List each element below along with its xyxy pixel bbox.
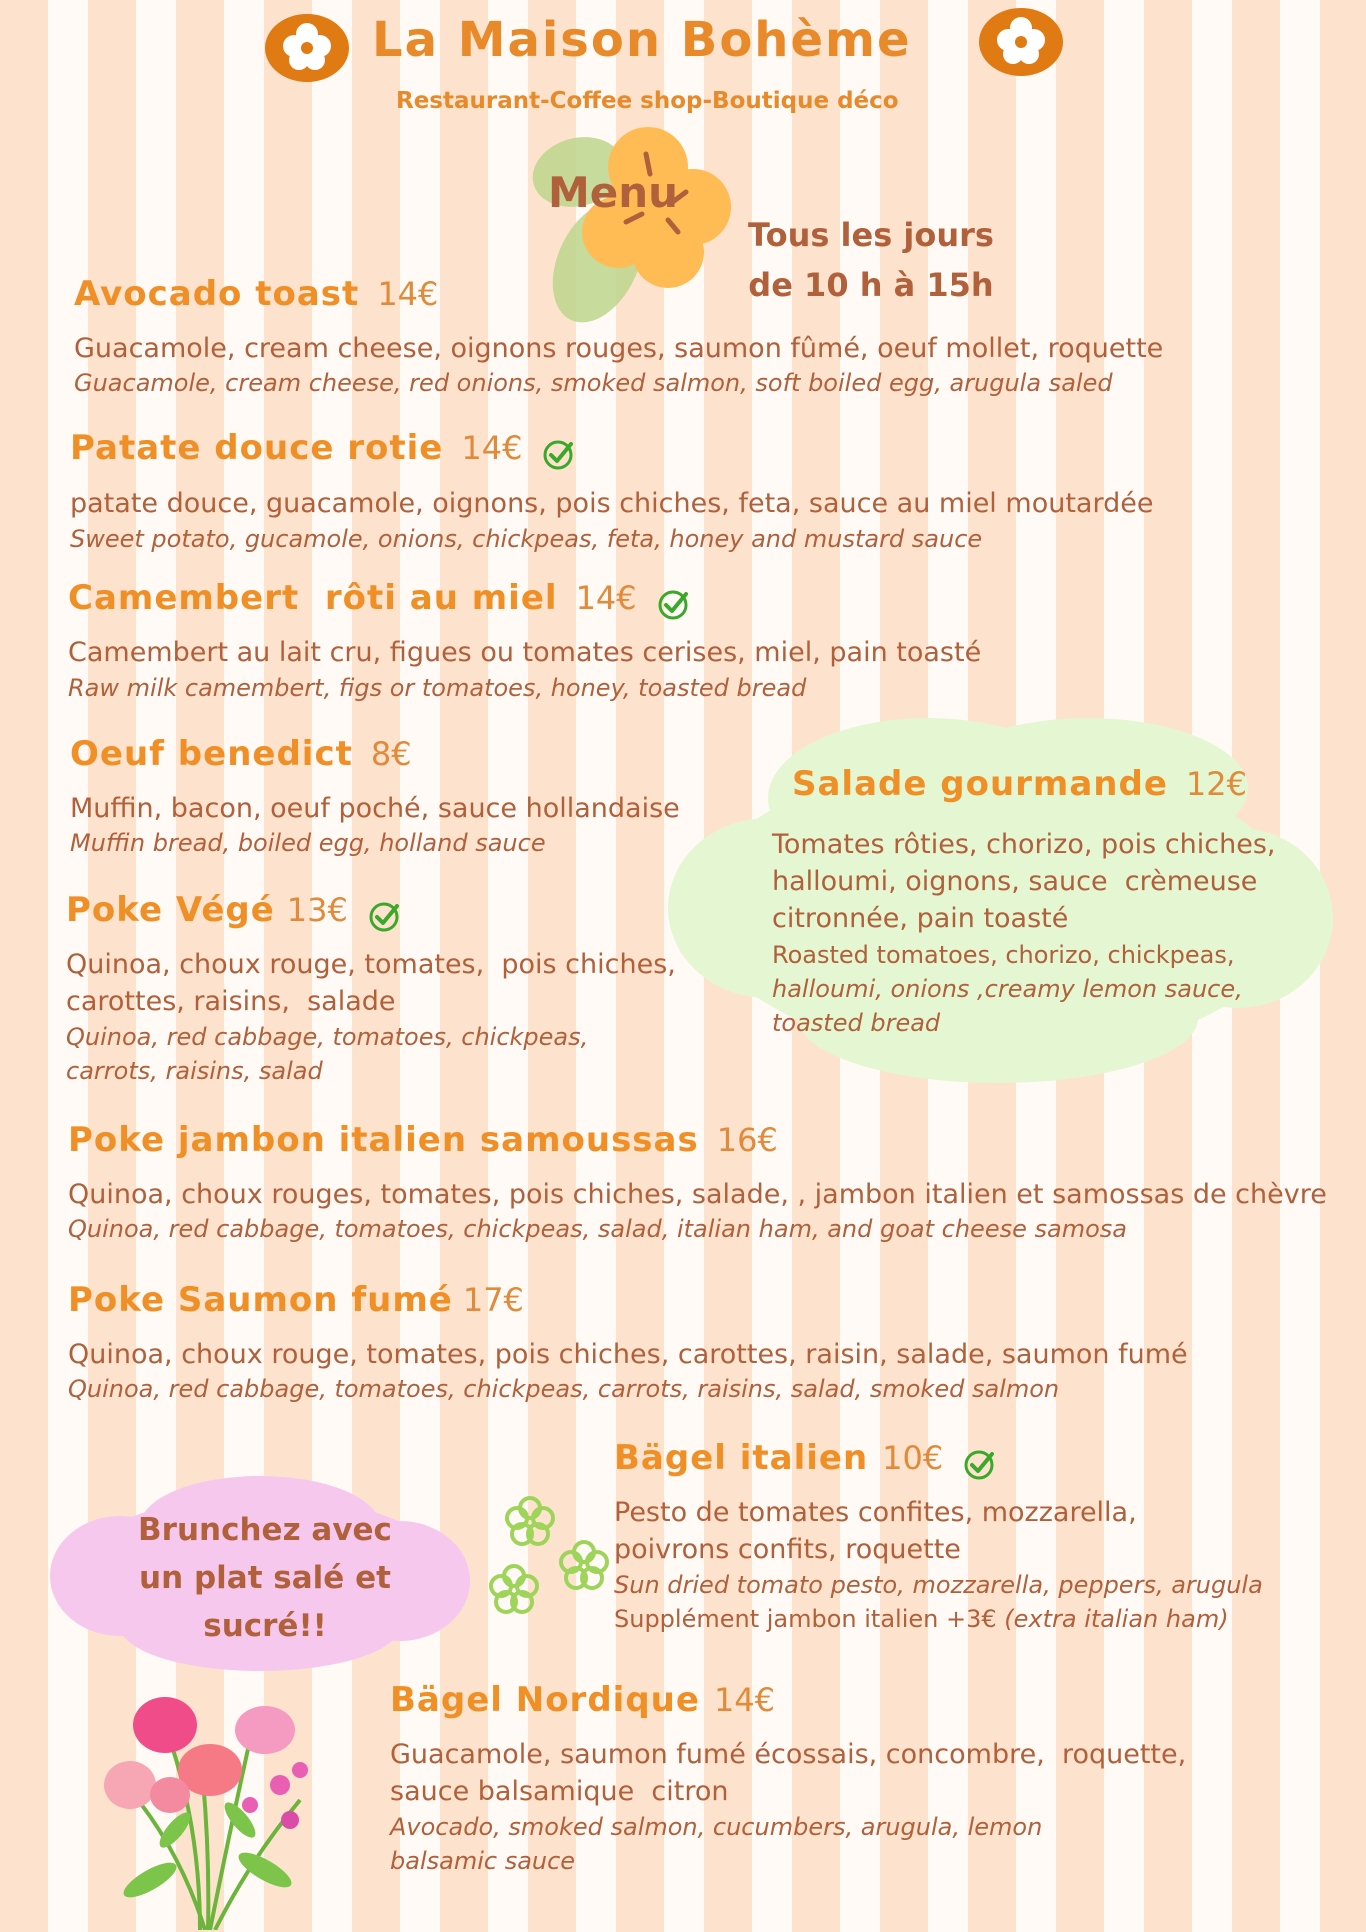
dish-description-fr: Quinoa, choux rouges, tomates, pois chiches, salade, , jambon italien et samossas de chèvre: [68, 1179, 1327, 1210]
dish-camembert: [68, 578, 689, 621]
dish-name: Poke Saumon fumé: [68, 1280, 453, 1320]
restaurant-title: La Maison Bohème: [372, 12, 912, 68]
brunch-line-2: un plat salé et: [139, 1560, 391, 1596]
brunch-callout: [90, 1506, 440, 1650]
dish-description-en: Quinoa, red cabbage, tomatoes, chickpeas, salad, italian ham, and goat cheese samosa: [68, 1215, 1127, 1243]
opening-hours: [716, 210, 1026, 310]
dish-description-en: [772, 938, 1243, 1040]
flower-bouquet-illustration: [90, 1680, 350, 1930]
menu-flower-decoration: [518, 112, 748, 332]
dish-poke-jambon: [68, 1120, 778, 1160]
dish-description-en: Raw milk camembert, figs or tomatoes, honey, toasted bread: [68, 674, 807, 702]
dish-description-en: Guacamole, cream cheese, red onions, smoked salmon, soft boiled egg, arugula saled: [74, 369, 1113, 397]
dish-price: 14€: [713, 1681, 776, 1719]
dish-patate-douce: [70, 428, 574, 471]
description-line: Quinoa, choux rouge, tomates, pois chiches,: [66, 949, 676, 980]
dish-price: 8€: [370, 735, 412, 773]
dish-name: Bägel italien: [614, 1438, 869, 1478]
vegetarian-check-icon: [657, 589, 689, 621]
dish-description-fr: [390, 1736, 1186, 1810]
dish-description-en: [66, 1020, 588, 1088]
hours-line-1: Tous les jours: [748, 216, 994, 254]
dish-description-fr: Quinoa, choux rouge, tomates, pois chiches, carottes, raisin, salade, saumon fumé: [68, 1339, 1188, 1370]
menu-heading: Menu: [548, 168, 679, 217]
brunch-line-1: Brunchez avec: [138, 1512, 392, 1548]
dish-name: Camembert rôti au miel: [68, 578, 558, 618]
dish-name: Bägel Nordique: [390, 1680, 700, 1720]
dish-price: 17€: [462, 1281, 524, 1319]
dish-description-en: Sweet potato, gucamole, onions, chickpeas, feta, honey and mustard sauce: [70, 525, 983, 553]
dish-description-en: [390, 1810, 1042, 1878]
hours-line-2: de 10 h à 15h: [748, 266, 994, 304]
dish-description-fr: patate douce, guacamole, oignons, pois chiches, feta, sauce au miel moutardée: [70, 488, 1154, 519]
dish-description-en: Sun dried tomato pesto, mozzarella, peppers, arugula: [614, 1571, 1263, 1599]
description-line: toasted bread: [772, 1009, 941, 1037]
dish-price: 13€: [286, 891, 348, 929]
description-line: Pesto de tomates confites, mozzarella,: [614, 1497, 1137, 1528]
dish-oeuf-benedict: [70, 734, 412, 774]
description-line: balsamic sauce: [390, 1847, 576, 1875]
vegetarian-check-icon: [368, 901, 400, 933]
dish-price: 14€: [461, 429, 523, 467]
description-line: carottes, raisins, salade: [66, 986, 396, 1017]
dish-description-fr: Guacamole, cream cheese, oignons rouges, saumon fûmé, oeuf mollet, roquette: [74, 333, 1164, 364]
description-line: halloumi, onions ,creamy lemon sauce,: [772, 975, 1243, 1003]
description-line: Tomates rôties, chorizo, pois chiches,: [772, 829, 1276, 860]
dish-name: Oeuf benedict: [70, 734, 353, 774]
description-line: Roasted tomatoes, chorizo, chickpeas,: [772, 941, 1235, 969]
dish-name: Poke Végé: [66, 890, 275, 930]
dish-supplement: [614, 1602, 1229, 1636]
dish-description-fr: [772, 826, 1276, 937]
dish-description-fr: Muffin, bacon, oeuf poché, sauce hollandaise: [70, 793, 680, 824]
dish-price: 10€: [882, 1439, 944, 1477]
description-line: Quinoa, red cabbage, tomatoes, chickpeas,: [66, 1023, 589, 1051]
dish-bagel-nordique: [390, 1680, 775, 1720]
vegetarian-check-icon: [963, 1449, 995, 1481]
description-line: sauce balsamique citron: [390, 1776, 729, 1807]
dish-name: Salade gourmande: [792, 764, 1168, 804]
dish-poke-vege: [66, 890, 400, 933]
dish-description-fr: Camembert au lait cru, figues ou tomates cerises, miel, pain toasté: [68, 637, 982, 668]
dish-price: 14€: [377, 275, 439, 313]
vegetarian-check-icon: [542, 439, 574, 471]
dish-poke-saumon: [68, 1280, 524, 1320]
dish-bagel-italien: [614, 1438, 995, 1481]
supplement-text-en: (extra italian ham): [1004, 1605, 1229, 1633]
dish-description-en: Muffin bread, boiled egg, holland sauce: [70, 829, 546, 857]
dish-name: Patate douce rotie: [70, 428, 444, 468]
description-line: halloumi, oignons, sauce crèmeuse: [772, 866, 1258, 897]
description-line: carrots, raisins, salad: [66, 1057, 323, 1085]
green-flowers-decoration: [476, 1486, 616, 1626]
flower-logo-icon: [262, 12, 352, 84]
restaurant-subtitle: Restaurant-Coffee shop-Boutique déco: [396, 88, 899, 114]
description-line: Avocado, smoked salmon, cucumbers, arugula, lemon: [390, 1813, 1043, 1841]
supplement-text: Supplément jambon italien +3€: [614, 1605, 997, 1633]
dish-price: 12€: [1185, 765, 1247, 803]
dish-name: Poke jambon italien samoussas: [68, 1120, 699, 1160]
dish-salade-gourmande: [792, 764, 1247, 804]
dish-description-en: Quinoa, red cabbage, tomatoes, chickpeas, carrots, raisins, salad, smoked salmon: [68, 1375, 1060, 1403]
description-line: Guacamole, saumon fumé écossais, concombre, roquette,: [390, 1739, 1187, 1770]
description-line: poivrons confits, roquette: [614, 1534, 961, 1565]
dish-name: Avocado toast: [74, 274, 360, 314]
description-line: citronnée, pain toasté: [772, 903, 1069, 934]
flower-logo-icon: [976, 6, 1066, 78]
dish-price: 16€: [716, 1121, 778, 1159]
dish-avocado-toast: [74, 274, 438, 314]
dish-description-fr: [614, 1494, 1137, 1568]
brunch-line-3: sucré!!: [203, 1608, 327, 1644]
dish-description-fr: [66, 946, 676, 1020]
dish-price: 14€: [575, 579, 637, 617]
